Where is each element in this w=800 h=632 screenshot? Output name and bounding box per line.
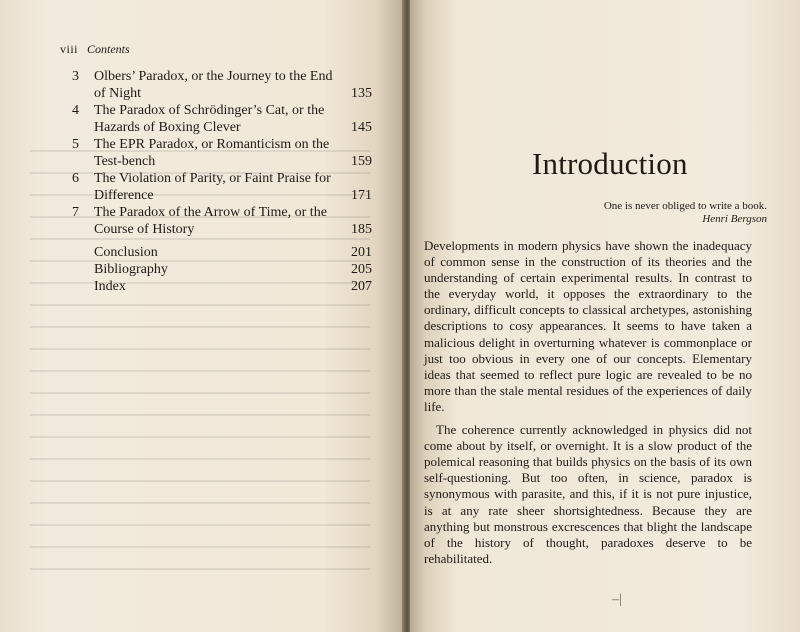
toc-page-number: 207 — [351, 279, 372, 294]
running-head-title: Contents — [87, 42, 130, 56]
toc-page-number: 159 — [351, 154, 372, 169]
epigraph — [440, 200, 767, 226]
toc-chapter-number: 6 — [72, 171, 79, 186]
toc-chapter-number: 4 — [72, 103, 79, 118]
toc-page-number: 185 — [351, 222, 372, 237]
toc-entry — [72, 170, 372, 204]
toc-page-number: 205 — [351, 262, 372, 277]
toc-page-number: 171 — [351, 188, 372, 203]
running-head — [60, 42, 130, 57]
toc-chapter-number: 7 — [72, 205, 79, 220]
end-matter-list — [72, 244, 372, 295]
toc-end-entry — [72, 278, 372, 295]
toc-page-number: 135 — [351, 86, 372, 101]
body-text — [424, 238, 752, 567]
toc-chapter-title: The EPR Paradox, or Romanticism on the Test-bench — [94, 137, 330, 169]
epigraph-quote: One is never obliged to write a book. — [603, 200, 767, 212]
toc-chapter-title: The Violation of Parity, or Faint Praise for Difference — [94, 171, 331, 203]
toc-page-number: 145 — [351, 120, 372, 135]
toc-end-title: Conclusion — [94, 245, 158, 260]
chapter-title: Introduction — [532, 146, 688, 181]
toc-end-entry — [72, 244, 372, 261]
toc-chapter-number: 5 — [72, 137, 79, 152]
epigraph-author: Henri Bergson — [702, 213, 767, 225]
toc-entry — [72, 102, 372, 136]
page-folio: viii — [60, 42, 79, 56]
toc-entry — [72, 204, 372, 238]
paragraph: The coherence currently acknowledged in physics did not come about by itself, or overnight. It is a slow product of the polemical reasoning that builds physics on the basis of its own self-questioning. But too often, in science, paradox is synonymous with parasite, and this, if it is not pure injustice, is at any rate sheer shortsightedness. Because they are anything but monstrous excrescences that blight the landscape of the history of thought, paradoxes deserve to be rehabilitated. — [424, 422, 752, 566]
pencil-mark: –| — [612, 592, 622, 607]
toc-end-title: Bibliography — [94, 262, 168, 277]
toc-end-entry — [72, 261, 372, 278]
paragraph: Developments in modern physics have shown the inadequacy of common sense in the construction of its theories and the understanding of certain experimental results. In contrast to the everyday world, it opposes the extraordinary to the ordinary, difficult concepts to classical archetypes, astonishing descriptions to cosy appearances. It seems to have taken a malicious delight in overturning whatever is commonplace or just too obvious in every one of our concepts. Elementary ideas that seemed to reflect pure logic are revealed to be no more than the stale mental residues of the experiences of daily life. — [424, 238, 752, 414]
table-of-contents — [72, 68, 372, 295]
toc-page-number: 201 — [351, 245, 372, 260]
toc-entry — [72, 136, 372, 170]
toc-chapter-number: 3 — [72, 69, 79, 84]
toc-chapter-title: The Paradox of Schrödinger’s Cat, or the Hazards of Boxing Clever — [94, 103, 325, 135]
toc-entry — [72, 68, 372, 102]
toc-chapter-title: Olbers’ Paradox, or the Journey to the End of Night — [94, 69, 333, 101]
toc-end-title: Index — [94, 279, 126, 294]
toc-chapter-title: The Paradox of the Arrow of Time, or the Course of History — [94, 205, 327, 237]
